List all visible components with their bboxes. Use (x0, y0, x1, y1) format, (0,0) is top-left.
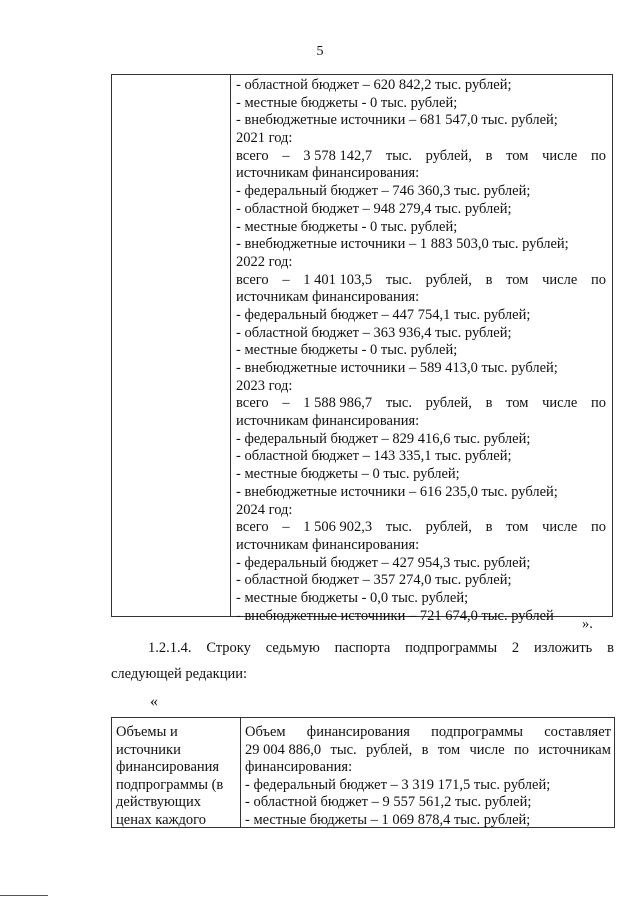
column-divider (230, 75, 231, 616)
word: седьмую (265, 640, 320, 656)
word: всего (236, 147, 269, 164)
word: изложить (533, 640, 593, 656)
instruction-paragraph (148, 640, 614, 657)
text-line (245, 724, 611, 742)
text-line: - федеральный бюджет – 447 754,1 тыс. рублей; (236, 306, 531, 323)
word: – (282, 519, 290, 536)
text-line: - областной бюджет – 357 274,0 тыс. рублей; (236, 572, 512, 589)
word: том (506, 395, 529, 412)
word: по (590, 395, 606, 412)
text-line: действующих (116, 794, 201, 811)
funding-details-cell (236, 77, 606, 625)
word: в (485, 519, 493, 536)
word: числе (542, 395, 578, 412)
word: числе (542, 519, 578, 536)
word: рублей, (425, 271, 472, 288)
word: 2 (511, 640, 520, 656)
text-line: финансирования: (245, 759, 353, 776)
text-line: - внебюджетные источники – 1 883 503,0 тыс. рублей; (236, 236, 569, 253)
text-line: - внебюджетные источники – 616 235,0 тыс. рублей; (236, 483, 558, 500)
instruction-paragraph-continuation: следующей редакции: (111, 666, 248, 682)
text-line: - федеральный бюджет – 746 360,3 тыс. рублей; (236, 183, 531, 200)
word: всего (236, 395, 269, 412)
word: – (282, 147, 290, 164)
text-line: - внебюджетные источники – 681 547,0 тыс. рублей; (236, 112, 558, 129)
word: тыс. (385, 147, 412, 164)
text-line: - внебюджетные источники – 589 413,0 тыс. рублей; (236, 360, 558, 376)
text-line: - федеральный бюджет – 3 319 171,5 тыс. рублей; (245, 776, 551, 793)
word: 1 506 902,3 (303, 519, 373, 536)
footer-rule (0, 895, 48, 896)
word: в (485, 147, 493, 164)
text-line: источникам финансирования: (236, 413, 420, 430)
word: – (282, 395, 290, 412)
text-line: - федеральный бюджет – 829 416,6 тыс. рублей; (236, 430, 531, 447)
word: составляет (544, 724, 611, 740)
word: том (506, 519, 529, 536)
text-line (236, 272, 606, 290)
word: по (590, 271, 606, 288)
word: источникам (538, 741, 611, 758)
text-line (236, 148, 606, 166)
text-line: подпрограммы (в (116, 776, 224, 793)
word: паспорта (334, 640, 391, 656)
text-line (236, 395, 606, 413)
word: рублей, (425, 147, 472, 164)
text-line: - местные бюджеты - 0 тыс. рублей; (236, 94, 458, 111)
row-heading-cell (116, 724, 238, 830)
text-line: 2021 год: (236, 130, 293, 147)
word: том (506, 147, 529, 164)
text-line (236, 519, 606, 537)
text-line: - местные бюджеты - 0 тыс. рублей; (236, 342, 458, 359)
closing-quote: ». (582, 616, 593, 632)
word: тыс. (330, 741, 357, 758)
text-line: - местные бюджеты – 0 тыс. рублей; (236, 466, 460, 483)
column-divider (240, 718, 241, 827)
word: всего (236, 519, 269, 536)
word: тыс. (385, 271, 412, 288)
word: 1.2.1.4. (148, 640, 192, 656)
text-line: Объемы и (116, 724, 178, 740)
word: в (607, 640, 614, 656)
word: рублей, (366, 741, 413, 758)
word: Объем (245, 724, 286, 740)
text-line: источники (116, 741, 181, 758)
word: подпрограммы (405, 640, 498, 656)
text-line: - областной бюджет – 9 557 561,2 тыс. рублей; (245, 794, 532, 811)
word: по (514, 741, 530, 758)
text-line: источникам финансирования: (236, 289, 420, 306)
word: подпрограммы (431, 724, 524, 740)
text-line (245, 742, 611, 760)
word: рублей, (425, 395, 472, 412)
text-line: 2023 год: (236, 377, 293, 394)
text-line: ценах каждого (116, 811, 207, 828)
page-number: 5 (316, 44, 324, 59)
word: в (485, 395, 493, 412)
funding-table-continued (111, 74, 613, 624)
word: том (506, 271, 529, 288)
text-line: 2024 год: (236, 501, 293, 518)
word: том (437, 741, 461, 758)
text-line: - местные бюджеты - 0,0 тыс. рублей; (236, 589, 469, 606)
word: 29 004 886,0 (245, 741, 322, 758)
word: тыс. (385, 519, 412, 536)
word: финансирования (306, 724, 410, 740)
text-line: - местные бюджеты - 0 тыс. рублей; (236, 218, 458, 235)
word: числе (469, 741, 505, 758)
text-line: - внебюджетные источники – 721 674,0 тыс. рублей (236, 607, 554, 624)
row-content-cell (245, 724, 611, 830)
word: – (282, 271, 290, 288)
text-line: - федеральный бюджет – 427 954,3 тыс. рублей; (236, 554, 531, 571)
text-line: - областной бюджет – 363 936,4 тыс. рублей; (236, 324, 512, 341)
word: по (590, 519, 606, 536)
word: рублей, (425, 519, 472, 536)
word: 3 578 142,7 (303, 147, 373, 164)
word: в (421, 741, 429, 758)
word: числе (542, 271, 578, 288)
text-line: финансирования (116, 759, 220, 776)
text-line: - областной бюджет – 620 842,2 тыс. рублей; (236, 77, 512, 93)
word: всего (236, 271, 269, 288)
word: в (485, 271, 493, 288)
text-line: источникам финансирования: (236, 536, 420, 553)
passport-row-table (111, 717, 615, 828)
text-line: - областной бюджет – 143 335,1 тыс. рублей; (236, 448, 512, 465)
text-line: - областной бюджет – 948 279,4 тыс. рублей; (236, 200, 512, 217)
text-line: источникам финансирования: (236, 165, 420, 182)
opening-quote: « (150, 693, 158, 710)
text-line: - местные бюджеты – 1 069 878,4 тыс. рублей; (245, 811, 531, 828)
text-line: 2022 год: (236, 253, 293, 270)
word: 1 588 986,7 (303, 395, 373, 412)
word: 1 401 103,5 (303, 271, 373, 288)
word: тыс. (385, 395, 412, 412)
word: числе (542, 147, 578, 164)
word: по (590, 147, 606, 164)
word: Строку (206, 640, 251, 656)
